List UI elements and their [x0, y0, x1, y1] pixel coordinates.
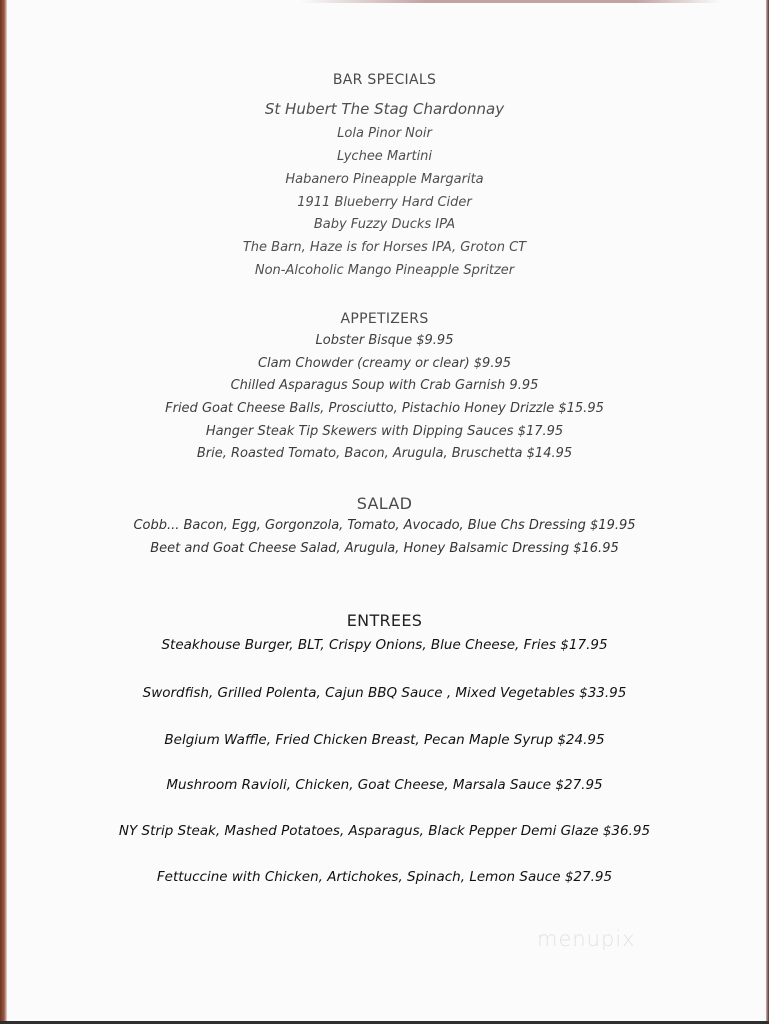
- section-heading-entrees: ENTREES: [346, 611, 423, 630]
- menu-item: The Barn, Haze is for Horses IPA, Groton CT: [242, 240, 527, 255]
- section-heading-appetizers: APPETIZERS: [340, 311, 429, 327]
- menu-item: 1911 Blueberry Hard Cider: [297, 195, 472, 210]
- page-edge-top: [300, 0, 720, 3]
- menu-item: St Hubert The Stag Chardonnay: [264, 100, 505, 118]
- section-heading-bar-specials: BAR SPECIALS: [332, 72, 437, 88]
- menu-item: Lychee Martini: [336, 149, 433, 164]
- menu-item: Fried Goat Cheese Balls, Prosciutto, Pistachio Honey Drizzle $15.95: [165, 401, 604, 416]
- menu-item: Belgium Waffle, Fried Chicken Breast, Pecan Maple Syrup $24.95: [164, 732, 605, 748]
- menu-item: Mushroom Ravioli, Chicken, Goat Cheese, Marsala Sauce $27.95: [166, 777, 603, 793]
- menu-item: Beet and Goat Cheese Salad, Arugula, Honey Balsamic Dressing $16.95: [150, 541, 619, 556]
- menu-item: Baby Fuzzy Ducks IPA: [313, 217, 456, 232]
- menupix-watermark: menupix: [537, 927, 636, 951]
- menu-item: Steakhouse Burger, BLT, Crispy Onions, Blue Cheese, Fries $17.95: [161, 637, 608, 653]
- menu-item: Fettuccine with Chicken, Artichokes, Spinach, Lemon Sauce $27.95: [156, 869, 613, 885]
- menu-item: Lobster Bisque $9.95: [315, 333, 454, 348]
- menu-item: Brie, Roasted Tomato, Bacon, Arugula, Bruschetta $14.95: [196, 446, 573, 461]
- menu-item: Lola Pinor Noir: [337, 126, 432, 141]
- menu-item: Cobb... Bacon, Egg, Gorgonzola, Tomato, Avocado, Blue Chs Dressing $19.95: [133, 518, 636, 533]
- menu-item: Hanger Steak Tip Skewers with Dipping Sauces $17.95: [205, 424, 564, 439]
- menu-item: Swordfish, Grilled Polenta, Cajun BBQ Sauce , Mixed Vegetables $33.95: [142, 685, 627, 701]
- menu-item: Clam Chowder (creamy or clear) $9.95: [257, 356, 512, 371]
- section-heading-salad: SALAD: [356, 494, 413, 513]
- menu-item: Non-Alcoholic Mango Pineapple Spritzer: [254, 263, 515, 278]
- menu-item: Habanero Pineapple Margarita: [285, 172, 484, 187]
- menu-item: Chilled Asparagus Soup with Crab Garnish 9.95: [230, 378, 539, 393]
- menu-item: NY Strip Steak, Mashed Potatoes, Asparagus, Black Pepper Demi Glaze $36.95: [118, 823, 651, 839]
